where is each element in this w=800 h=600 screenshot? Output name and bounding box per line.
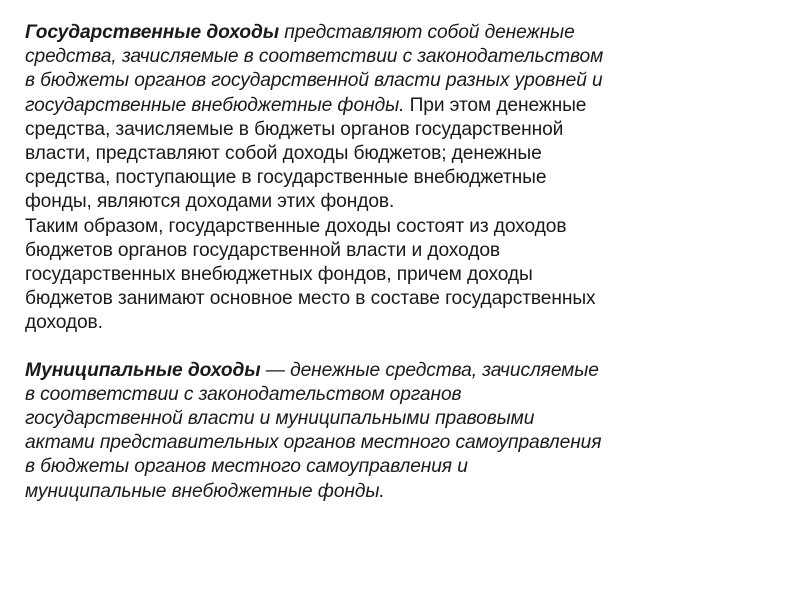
body-text: власти, представляют собой доходы бюджетов; денежные <box>25 143 542 165</box>
paragraph-summary <box>25 215 785 336</box>
term-municipal-revenues: Муниципальные доходы <box>25 359 261 381</box>
body-text: При этом денежные <box>404 94 587 116</box>
body-text: доходов. <box>25 312 103 334</box>
definition-text: в бюджеты органов местного самоуправления и <box>25 456 468 478</box>
paragraph-state-revenues <box>25 21 785 215</box>
body-text: средства, поступающие в государственные внебюджетные <box>25 167 547 189</box>
body-text: Таким образом, государственные доходы состоят из доходов <box>25 215 567 237</box>
text-line <box>25 94 785 118</box>
definition-text: в бюджеты органов государственной власти разных уровней и <box>25 70 603 92</box>
definition-text: актами представительных органов местного самоуправления <box>25 432 602 454</box>
body-text: средства, зачисляемые в бюджеты органов государственной <box>25 118 564 140</box>
slide-content <box>25 21 785 504</box>
body-text: бюджетов органов государственной власти и доходов <box>25 239 500 261</box>
paragraph-spacer <box>25 336 785 359</box>
definition-text: муниципальные внебюджетные фонды. <box>25 480 385 502</box>
text-line <box>25 359 785 383</box>
definition-text: государственные внебюджетные фонды. <box>25 94 405 116</box>
body-text: бюджетов занимают основное место в составе государственных <box>25 288 596 310</box>
definition-text: представляют собой денежные <box>279 22 575 43</box>
definition-text: — денежные средства, зачисляемые <box>260 359 599 381</box>
definition-text: средства, зачисляемые в соответствии с законодательством <box>25 46 604 68</box>
paragraph-municipal-revenues <box>25 359 785 504</box>
text-line <box>25 21 785 45</box>
term-state-revenues: Государственные доходы <box>25 22 280 43</box>
definition-text: в соответствии с законодательством органов <box>25 383 462 405</box>
definition-text: государственной власти и муниципальными правовыми <box>25 408 535 430</box>
body-text: фонды, являются доходами этих фондов. <box>25 191 395 213</box>
body-text: государственных внебюджетных фондов, причем доходы <box>25 264 533 286</box>
